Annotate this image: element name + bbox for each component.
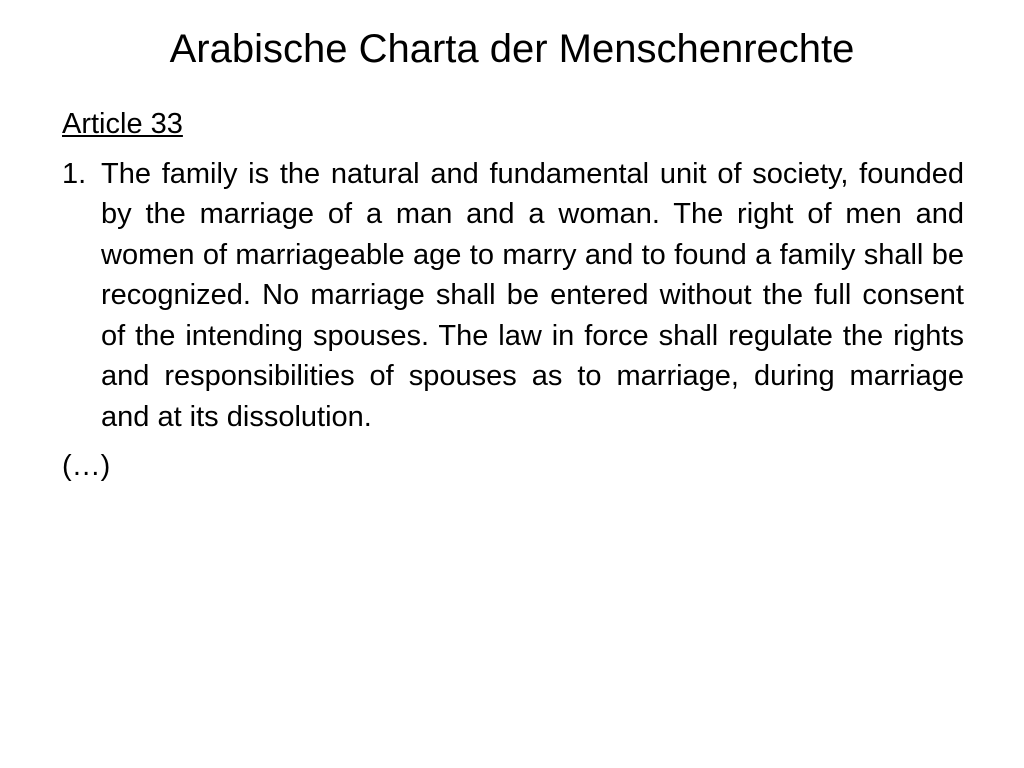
omission-marker: (…)	[62, 450, 111, 482]
paragraph-number: 1.	[62, 157, 87, 190]
paragraph-text: The family is the natural and fundamental unit of society, founded by the marriage of a man and a woman. The right of men and women of marriageable age to marry and to found a family shall be recognized. No marriage shall be entered without the full consent of the intending spouses. The law in force shall regulate the rights and responsibilities of spouses as to marriage, during marriage and at its dissolution.	[101, 157, 964, 433]
slide-title: Arabische Charta der Menschenrechte	[169, 27, 855, 71]
article-heading: Article 33	[62, 108, 183, 140]
slide-body	[62, 104, 964, 487]
article-paragraph	[62, 154, 964, 438]
